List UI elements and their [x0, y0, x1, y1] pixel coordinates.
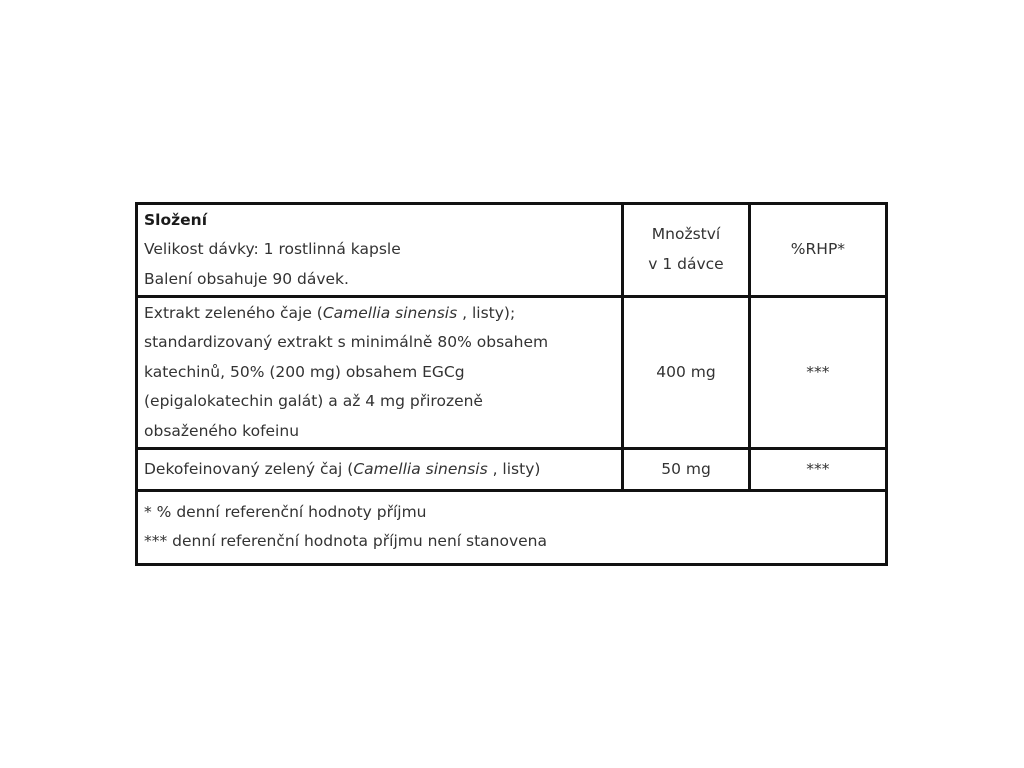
footnote-not-established: *** denní referenční hodnota příjmu není stanovena — [144, 532, 547, 551]
serving-size: Velikost dávky: 1 rostlinná kapsle — [144, 240, 401, 259]
amount-header-cell — [623, 204, 750, 297]
composition-table — [135, 202, 888, 566]
ingredient-amount: 400 mg — [623, 296, 750, 449]
ingredient-amount: 50 mg — [623, 449, 750, 491]
footnotes-cell — [137, 490, 887, 564]
ingredient-name-cell — [137, 449, 623, 491]
rhp-header-cell — [749, 204, 886, 297]
latin-name: Camellia sinensis — [353, 459, 488, 478]
ingredient-name-cell — [137, 296, 623, 449]
composition-header-cell — [137, 204, 623, 297]
servings-per-pack: Balení obsahuje 90 dávek. — [144, 269, 349, 288]
table-header-row — [137, 204, 887, 297]
amount-header-line2: v 1 dávce — [648, 254, 724, 273]
ingredient-line-1: Dekofeinovaný zelený čaj (Camellia sinensis , listy) — [144, 459, 541, 478]
table-row — [137, 449, 887, 491]
ingredient-rhp: *** — [749, 449, 886, 491]
footnote-rhp: * % denní referenční hodnoty příjmu — [144, 502, 427, 521]
ingredient-line-4: (epigalokatechin galát) a až 4 mg přirozeně — [144, 392, 483, 411]
rhp-header: %RHP* — [790, 240, 846, 259]
table-row — [137, 296, 887, 449]
footnotes-row — [137, 490, 887, 564]
ingredient-line-3: katechinů, 50% (200 mg) obsahem EGCg — [144, 362, 465, 381]
amount-header-line1: Množství — [651, 225, 721, 244]
ingredient-rhp: *** — [749, 296, 886, 449]
ingredient-line-5: obsaženého kofeinu — [144, 421, 300, 440]
composition-title: Složení — [144, 210, 208, 229]
ingredient-line-2: standardizovaný extrakt s minimálně 80% obsahem — [144, 333, 549, 352]
ingredient-line-1: Extrakt zeleného čaje (Camellia sinensis , listy); — [144, 303, 516, 322]
latin-name: Camellia sinensis — [322, 303, 458, 322]
